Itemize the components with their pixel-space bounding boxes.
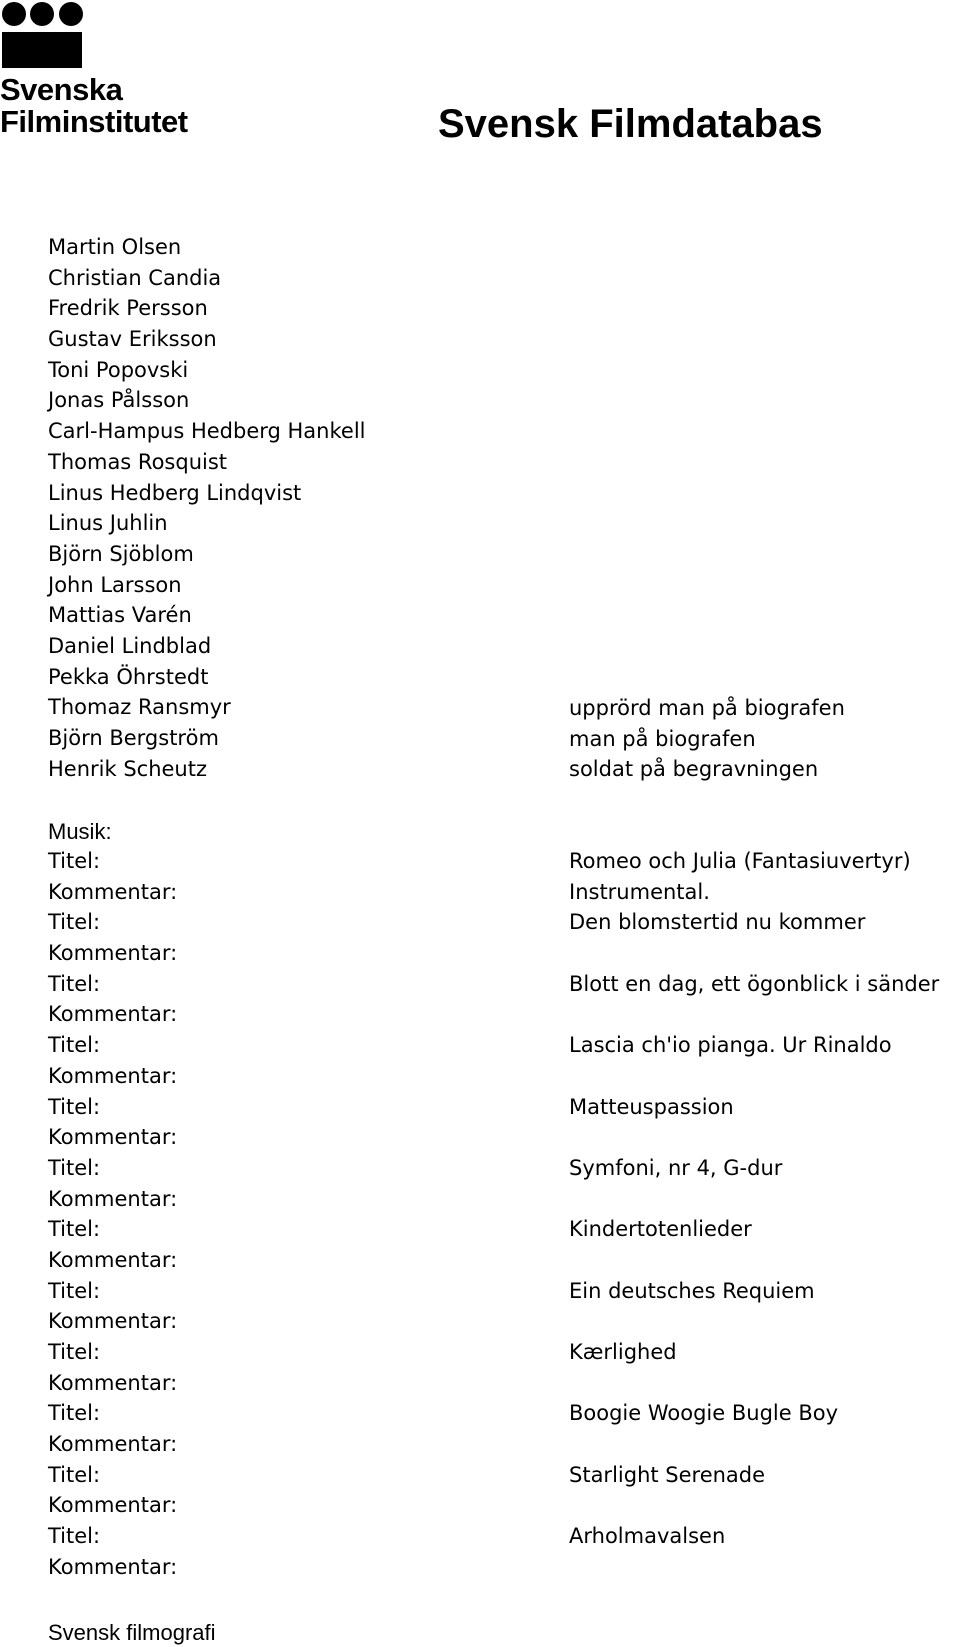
music-comment-label: Kommentar: xyxy=(48,1493,178,1518)
cast-name: Thomas Rosquist xyxy=(48,449,228,474)
cast-name: John Larsson xyxy=(48,572,182,597)
music-title-value: Romeo och Julia (Fantasiuvertyr) xyxy=(569,849,911,873)
logo-dots xyxy=(2,0,92,30)
cast-name-list xyxy=(48,232,365,784)
cast-name: Christian Candia xyxy=(48,265,222,290)
music-comment-value xyxy=(569,938,939,969)
music-comment-value xyxy=(569,1368,939,1399)
cast-role: man på biografen xyxy=(569,726,756,751)
music-comment-label: Kommentar: xyxy=(48,1309,178,1334)
music-title-label: Titel: xyxy=(48,971,101,996)
svenska-filminstitutet-logo xyxy=(0,0,230,145)
cast-name: Daniel Lindblad xyxy=(48,633,212,658)
music-comment-label: Kommentar: xyxy=(48,1063,178,1088)
cast-role: upprörd man på biografen xyxy=(569,696,845,720)
music-comment-value xyxy=(569,1490,939,1521)
cast-name: Björn Sjöblom xyxy=(48,541,194,566)
cast-name: Mattias Varén xyxy=(48,603,192,628)
music-title-value: Kindertotenlieder xyxy=(569,1217,752,1242)
music-title-value: Arholmavalsen xyxy=(569,1524,726,1549)
logo-dot xyxy=(59,2,83,26)
music-comment-label: Kommentar: xyxy=(48,879,178,904)
music-title-value: Kærlighed xyxy=(569,1340,677,1364)
music-title-value: Blott en dag, ett ögonblick i sänder xyxy=(569,971,940,996)
music-title-label: Titel: xyxy=(48,1340,101,1364)
music-comment-label: Kommentar: xyxy=(48,1554,178,1579)
music-title-label: Titel: xyxy=(48,1401,101,1426)
cast-name: Linus Hedberg Lindqvist xyxy=(48,480,302,505)
cast-name: Jonas Pålsson xyxy=(48,388,190,413)
music-comment-value xyxy=(569,1306,939,1337)
cast-name: Henrik Scheutz xyxy=(48,756,207,781)
logo-dot xyxy=(30,2,54,26)
cast-role-list xyxy=(569,693,845,785)
music-comment-label: Kommentar: xyxy=(48,1125,178,1150)
music-label-column xyxy=(48,846,177,1583)
filmography-heading: Svensk filmografi xyxy=(48,1620,216,1645)
music-comment-value xyxy=(569,1061,939,1092)
cast-name: Martin Olsen xyxy=(48,235,182,259)
cast-role: soldat på begravningen xyxy=(569,757,819,782)
music-title-value: Ein deutsches Requiem xyxy=(569,1278,815,1303)
cast-name: Toni Popovski xyxy=(48,357,189,382)
logo-dot xyxy=(2,2,26,26)
cast-name: Björn Bergström xyxy=(48,726,219,750)
music-comment-label: Kommentar: xyxy=(48,1432,178,1457)
logo-block xyxy=(2,32,82,68)
music-comment-value xyxy=(569,1552,939,1583)
music-comment-value xyxy=(569,1245,939,1276)
logo-text-line1: Svenska xyxy=(0,72,123,107)
music-value-column xyxy=(569,846,939,1583)
music-comment-value: Instrumental. xyxy=(569,879,710,904)
cast-name: Gustav Eriksson xyxy=(48,327,217,352)
music-comment-label: Kommentar: xyxy=(48,941,178,966)
cast-name: Linus Juhlin xyxy=(48,511,168,536)
music-comment-label: Kommentar: xyxy=(48,1186,178,1211)
page-title: Svensk Filmdatabas xyxy=(438,102,823,146)
music-title-label: Titel: xyxy=(48,849,101,873)
music-title-label: Titel: xyxy=(48,1278,101,1303)
music-comment-value xyxy=(569,999,939,1030)
music-title-value: Boogie Woogie Bugle Boy xyxy=(569,1401,839,1426)
music-title-value: Starlight Serenade xyxy=(569,1462,766,1487)
cast-name: Pekka Öhrstedt xyxy=(48,664,209,689)
music-title-label: Titel: xyxy=(48,1217,101,1242)
cast-name: Fredrik Persson xyxy=(48,296,208,321)
music-title-value: Matteuspassion xyxy=(569,1094,734,1119)
logo-text-line2: Filminstitutet xyxy=(0,104,188,139)
music-title-label: Titel: xyxy=(48,1462,101,1487)
music-comment-value xyxy=(569,1429,939,1460)
cast-name: Thomaz Ransmyr xyxy=(48,695,231,720)
music-title-value: Den blomstertid nu kommer xyxy=(569,910,866,935)
music-title-label: Titel: xyxy=(48,1033,101,1058)
music-comment-label: Kommentar: xyxy=(48,1247,178,1272)
music-title-value: Lascia ch'io pianga. Ur Rinaldo xyxy=(569,1033,892,1058)
music-title-label: Titel: xyxy=(48,910,101,935)
music-comment-label: Kommentar: xyxy=(48,1002,178,1027)
music-heading: Musik: xyxy=(48,819,112,844)
music-title-label: Titel: xyxy=(48,1155,101,1180)
music-comment-value xyxy=(569,1122,939,1153)
music-title-label: Titel: xyxy=(48,1094,101,1119)
music-title-label: Titel: xyxy=(48,1524,101,1549)
music-comment-label: Kommentar: xyxy=(48,1370,178,1395)
cast-name: Carl-Hampus Hedberg Hankell xyxy=(48,419,366,444)
music-title-value: Symfoni, nr 4, G-dur xyxy=(569,1155,783,1180)
music-comment-value xyxy=(569,1184,939,1215)
